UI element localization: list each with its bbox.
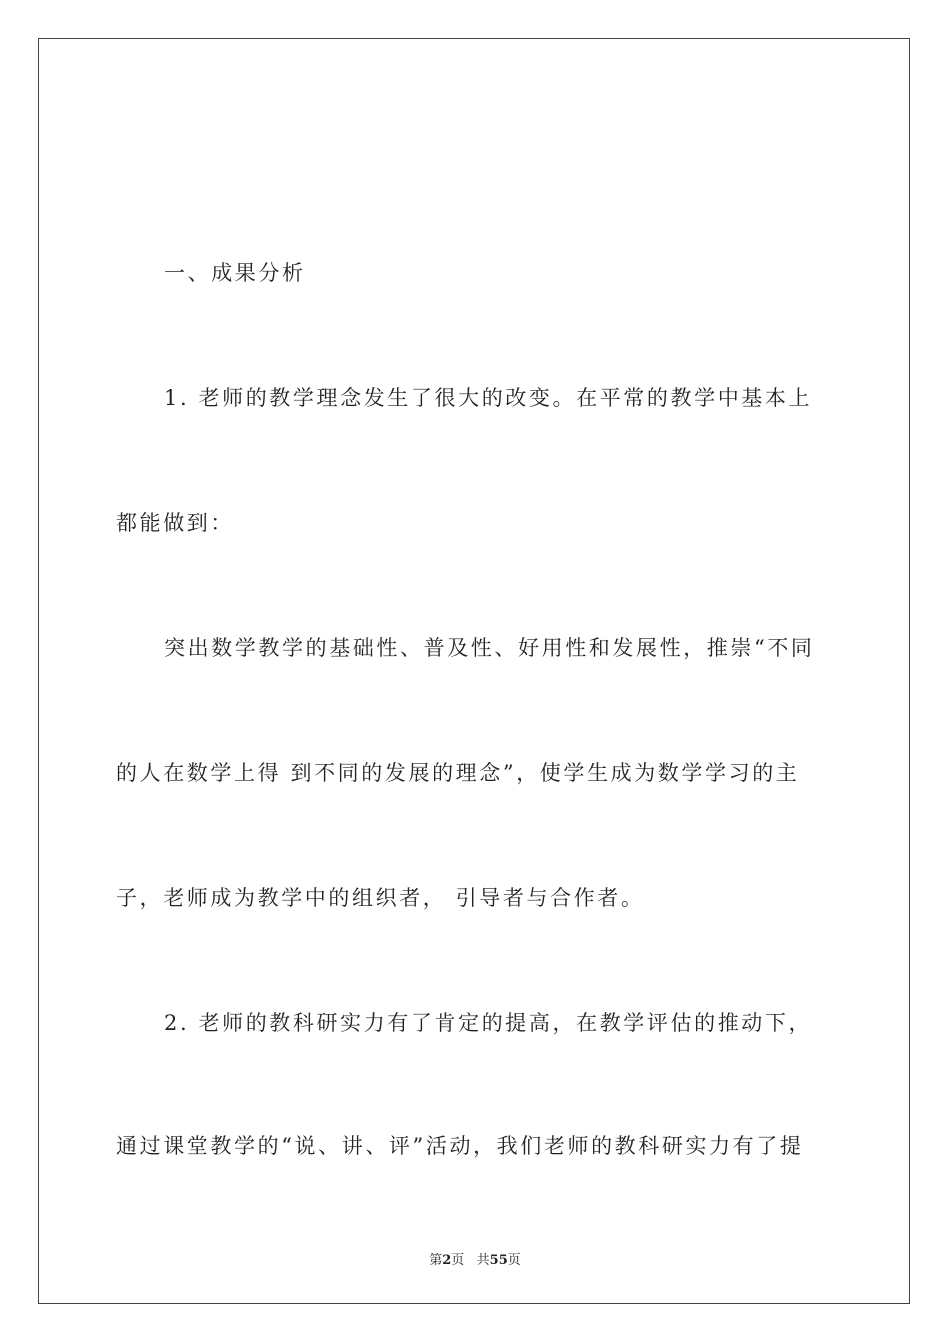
paragraph-line: 2. 老师的教科研实力有了肯定的提高，在教学评估的推动下， xyxy=(164,1011,813,1035)
footer-page-number: 2 xyxy=(442,1253,452,1268)
paragraph-line: 通过课堂教学的“说、讲、评”活动，我们老师的教科研实力有了提 xyxy=(116,1134,804,1158)
page-frame xyxy=(38,38,910,1304)
paragraph-line: 的人在数学上得 到不同的发展的理念”，使学生成为数学学习的主 xyxy=(116,761,800,785)
paragraph-line: 都能做到： xyxy=(116,511,234,535)
paragraph-line: 子，老师成为教学中的组织者， 引导者与合作者。 xyxy=(116,886,645,910)
footer-prefix: 第 xyxy=(429,1253,443,1268)
section-heading: 一、成果分析 xyxy=(164,261,306,285)
footer-total-pages: 55 xyxy=(489,1253,508,1268)
footer-middle: 页 共 xyxy=(451,1253,490,1268)
footer-suffix: 页 xyxy=(507,1253,521,1268)
page-footer xyxy=(0,1249,950,1268)
paragraph-line: 1. 老师的教学理念发生了很大的改变。在平常的教学中基本上 xyxy=(164,386,813,410)
paragraph-line: 突出数学教学的基础性、普及性、好用性和发展性，推崇“不同 xyxy=(164,636,815,660)
